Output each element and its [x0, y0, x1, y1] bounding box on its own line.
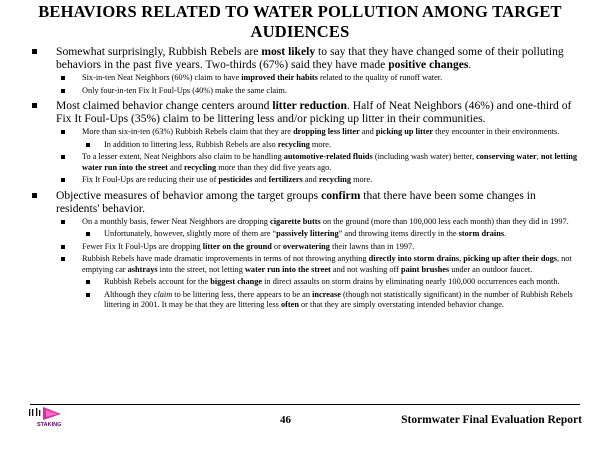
bullet-2: [30, 99, 580, 125]
bullet-text: Most claimed behavior change centers around: [56, 99, 273, 112]
bullet-emphasis: biggest change: [210, 277, 263, 286]
bullet-text: In addition to littering less, Rubbish Rebels are also: [104, 139, 278, 149]
square-bullet-icon: [86, 280, 90, 284]
bullet-text: (including wash water) better,: [372, 152, 477, 161]
bullet-text: related to the quality of runoff water.: [317, 73, 443, 82]
logo-text: STAKING: [37, 422, 62, 428]
sub-bullet-3-2: [56, 242, 580, 253]
bullet-text: More than six-in-ten (63%) Rubbish Rebels claim that they are: [82, 127, 294, 136]
bullet-text: Rubbish Rebels have made dramatic improvements in terms of not throwing anything: [82, 254, 369, 263]
bullet-italic: claim: [153, 289, 173, 299]
bullet-1: [30, 45, 580, 71]
square-bullet-icon: [61, 76, 65, 80]
square-bullet-icon: [61, 155, 65, 159]
bullet-emphasis: recycling: [318, 175, 352, 184]
bullet-text: that there have been some changes in residents' behavior.: [56, 188, 536, 215]
square-bullet-icon: [61, 245, 65, 249]
sub-bullet-3-1: [56, 217, 580, 228]
bullet-text: their lawns than in 1997.: [329, 241, 415, 251]
square-bullet-icon: [86, 293, 90, 297]
sub-sub-bullet-3-1-1: [82, 229, 580, 240]
bullet-text: To a lesser extent, Neat Neighbors also claim to be handling: [82, 152, 284, 161]
bullet-text: into the street, not letting: [157, 264, 245, 274]
bullet-emphasis: automotive-related fluids: [283, 152, 373, 161]
square-bullet-icon: [32, 49, 37, 54]
bullet-text: ” and throwing items directly in the: [338, 229, 459, 238]
bullet-emphasis: confirm: [321, 188, 361, 202]
bullet-emphasis: overwatering: [282, 241, 330, 251]
bullet-emphasis: conserving water: [476, 152, 537, 161]
bullet-text: they encounter in their environments.: [433, 127, 560, 136]
bullet-emphasis: improved their habits: [241, 73, 318, 82]
logo-icon: [28, 406, 80, 428]
bullet-text: Rubbish Rebels account for the: [104, 277, 211, 286]
footer-divider: [30, 404, 580, 405]
bullet-text: more than they did five years ago.: [216, 162, 332, 172]
bullet-emphasis: positive changes: [388, 58, 469, 71]
sub-bullet-2-3: [56, 175, 580, 186]
bullet-emphasis: storm drains: [458, 229, 505, 238]
bullet-text: ,: [536, 152, 541, 161]
bullet-emphasis: often: [280, 300, 299, 309]
bullet-emphasis: passively littering: [276, 229, 339, 238]
bullet-text: Fix It Foul-Ups are reducing their use of: [82, 175, 219, 184]
bullet-emphasis: increase: [312, 289, 341, 299]
square-bullet-icon: [61, 257, 65, 261]
bullet-text: Unfortunately, however, slightly more of them are “: [104, 229, 277, 238]
page-title: BEHAVIORS RELATED TO WATER POLLUTION AMONG TARGET AUDIENCES: [38, 2, 562, 41]
bullet-emphasis: most likely: [261, 45, 316, 58]
bullet-emphasis: picking up after their dogs: [463, 254, 557, 263]
bullet-text: On a monthly basis, fewer Neat Neighbors are dropping: [82, 216, 271, 226]
bullet-3: [30, 189, 580, 215]
square-bullet-icon: [32, 193, 37, 198]
page-number: 46: [280, 414, 291, 426]
square-bullet-icon: [61, 130, 65, 134]
bullet-text: in direct assaults on storm drains by eliminating nearly 100,000 occurrences each month.: [262, 277, 560, 286]
bullet-emphasis: cigarette butts: [270, 216, 321, 226]
bullet-text: and: [167, 162, 185, 172]
bullet-emphasis: dropping less litter: [293, 127, 360, 136]
bullet-text: more.: [351, 175, 373, 184]
bullet-text: Six-in-ten Neat Neighbors (60%) claim to have: [82, 73, 242, 82]
bullet-text: under an outdoor faucet.: [449, 264, 533, 274]
bullet-text: . Half of Neat Neighbors (46%) and one-third of Fix It Foul-Ups (35%) claim to be littering less and/or picking up litter in their communities.: [56, 99, 572, 125]
bullet-text: Although they: [104, 289, 154, 299]
bullet-text: Only four-in-ten Fix It Foul-Ups (40%) make the same claim.: [82, 85, 287, 95]
bullet-emphasis: pesticides: [218, 175, 253, 184]
sub-bullet-2-1: [56, 127, 580, 138]
sub-sub-bullet-3-3-1: [82, 277, 580, 288]
bullet-text: , not emptying car: [82, 254, 572, 274]
sub-bullet-2-2: [56, 152, 580, 173]
square-bullet-icon: [61, 178, 65, 182]
bullet-text: Somewhat surprisingly, Rubbish Rebels are: [56, 45, 262, 58]
bullet-text: (though not statistically significant) in the number of Rubbish Rebels littering in 2001. It may be that they are littering less: [104, 289, 573, 309]
bullet-emphasis: not letting water run into the street: [82, 152, 578, 172]
bullet-text: Fewer Fix It Foul-Ups are dropping: [82, 241, 203, 251]
bullet-emphasis: recycling: [277, 139, 310, 149]
square-bullet-icon: [61, 89, 65, 93]
square-bullet-icon: [61, 220, 65, 224]
bullet-text: on the ground (more than 100,000 less each month) than they did in 1997.: [320, 216, 569, 226]
bullet-emphasis: litter reduction: [272, 99, 347, 112]
bullet-text: more.: [309, 139, 332, 149]
bullet-text: or: [271, 241, 283, 251]
bullet-text: Objective measures of behavior among the target groups: [56, 188, 322, 202]
square-bullet-icon: [32, 103, 37, 108]
bullet-text: and: [359, 127, 376, 136]
bullet-emphasis: paint brushes: [400, 264, 450, 274]
bullet-emphasis: litter on the ground: [202, 241, 272, 251]
bullet-text: to say that they have changed some of their polluting behaviors in the past five years. Two-thirds (67%) said they have made: [56, 45, 564, 71]
square-bullet-icon: [86, 143, 90, 147]
bullet-text: and not washing off: [330, 264, 401, 274]
square-bullet-icon: [86, 232, 90, 236]
sub-sub-bullet-3-3-2: [82, 290, 580, 311]
sub-bullet-3-3: [56, 254, 580, 275]
bullet-emphasis: water run into the street: [244, 264, 331, 274]
report-title: Stormwater Final Evaluation Report: [401, 414, 582, 426]
bullet-emphasis: recycling: [184, 162, 217, 172]
sub-bullet-1-2: [56, 86, 580, 97]
bullet-text: .: [504, 229, 507, 238]
bullet-text: and: [302, 175, 319, 184]
bullet-text: or that they are simply overstating intended behavior change.: [298, 300, 505, 309]
bullet-emphasis: ashtrays: [127, 264, 158, 274]
bullet-text: .: [468, 58, 472, 71]
sub-sub-bullet-2-1-1: [82, 140, 580, 151]
content-area: [30, 45, 580, 313]
bullet-emphasis: directly into storm drains: [368, 254, 460, 263]
sub-bullet-1-1: [56, 73, 580, 84]
bullet-text: to be littering less, there appears to be an: [172, 289, 313, 299]
bullet-text: ,: [459, 254, 464, 263]
bullet-text: and: [252, 175, 269, 184]
bullet-emphasis: fertilizers: [268, 175, 303, 184]
logo: [28, 406, 80, 428]
bullet-emphasis: picking up litter: [375, 127, 434, 136]
